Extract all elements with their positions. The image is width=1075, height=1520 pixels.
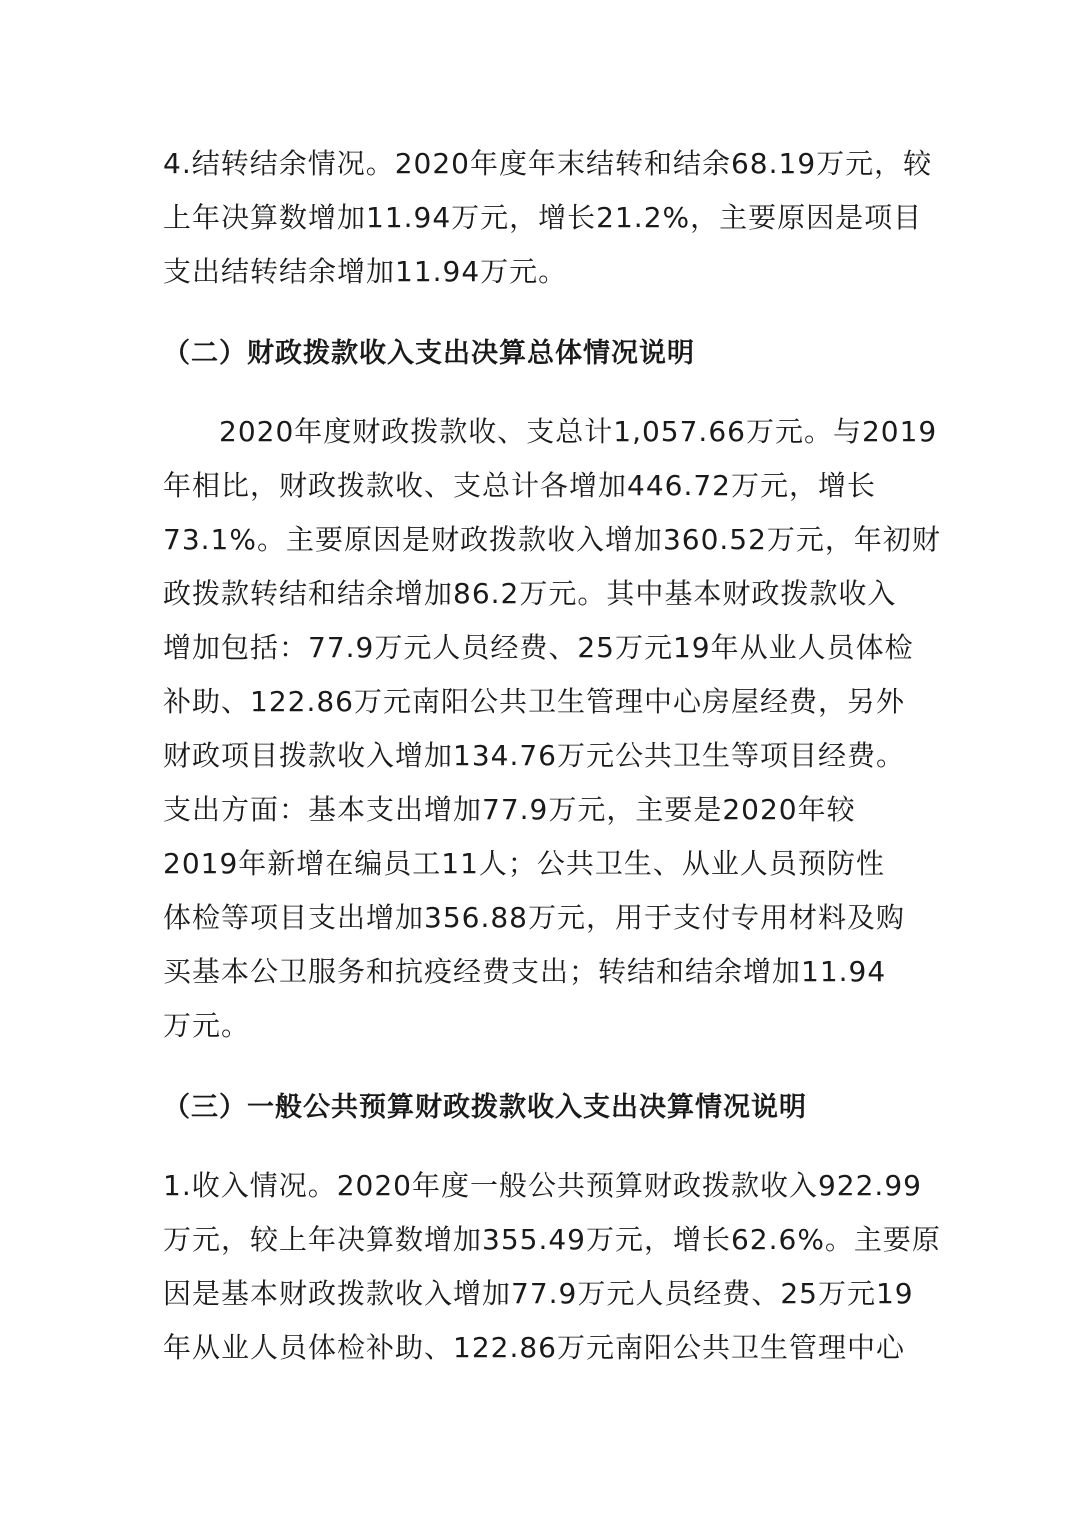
paragraph-line: 73.1%。主要原因是财政拨款收入增加360.52万元，年初财 (163, 523, 941, 556)
paragraph-line: 体检等项目支出增加356.88万元，用于支付专用材料及购 (163, 901, 905, 934)
paragraph-line: 年相比，财政拨款收、支总计各增加446.72万元，增长 (163, 469, 876, 502)
paragraph-line: 上年决算数增加11.94万元，增长21.2%，主要原因是项目 (163, 201, 923, 234)
paragraph-line: 买基本公卫服务和抗疫经费支出；转结和结余增加11.94 (163, 955, 887, 988)
paragraph-line: 支出结转结余增加11.94万元。 (163, 255, 568, 288)
paragraph-line: 补助、122.86万元南阳公共卫生管理中心房屋经费，另外 (163, 685, 905, 718)
section-heading-2: （二）财政拨款收入支出决算总体情况说明 (163, 338, 695, 369)
paragraph-line: 1.收入情况。2020年度一般公共预算财政拨款收入922.99 (163, 1169, 922, 1202)
paragraph-line: 2019年新增在编员工11人；公共卫生、从业人员预防性 (163, 847, 885, 880)
paragraph-line: 万元，较上年决算数增加355.49万元，增长62.6%。主要原 (163, 1223, 941, 1256)
section-heading-3: （三）一般公共预算财政拨款收入支出决算情况说明 (163, 1092, 807, 1123)
paragraph-line: 政拨款转结和结余增加86.2万元。其中基本财政拨款收入 (163, 577, 897, 610)
paragraph-line: 财政项目拨款收入增加134.76万元公共卫生等项目经费。 (163, 739, 905, 772)
paragraph-line: 年从业人员体检补助、122.86万元南阳公共卫生管理中心 (163, 1331, 905, 1364)
paragraph-line: 4.结转结余情况。2020年度年末结转和结余68.19万元，较 (163, 147, 933, 180)
paragraph-line: 2020年度财政拨款收、支总计1,057.66万元。与2019 (219, 415, 938, 448)
paragraph-line: 万元。 (163, 1009, 251, 1042)
paragraph-line: 因是基本财政拨款收入增加77.9万元人员经费、25万元19 (163, 1277, 914, 1310)
paragraph-line: 增加包括：77.9万元人员经费、25万元19年从业人员体检 (163, 631, 914, 664)
paragraph-line: 支出方面：基本支出增加77.9万元，主要是2020年较 (163, 793, 856, 826)
